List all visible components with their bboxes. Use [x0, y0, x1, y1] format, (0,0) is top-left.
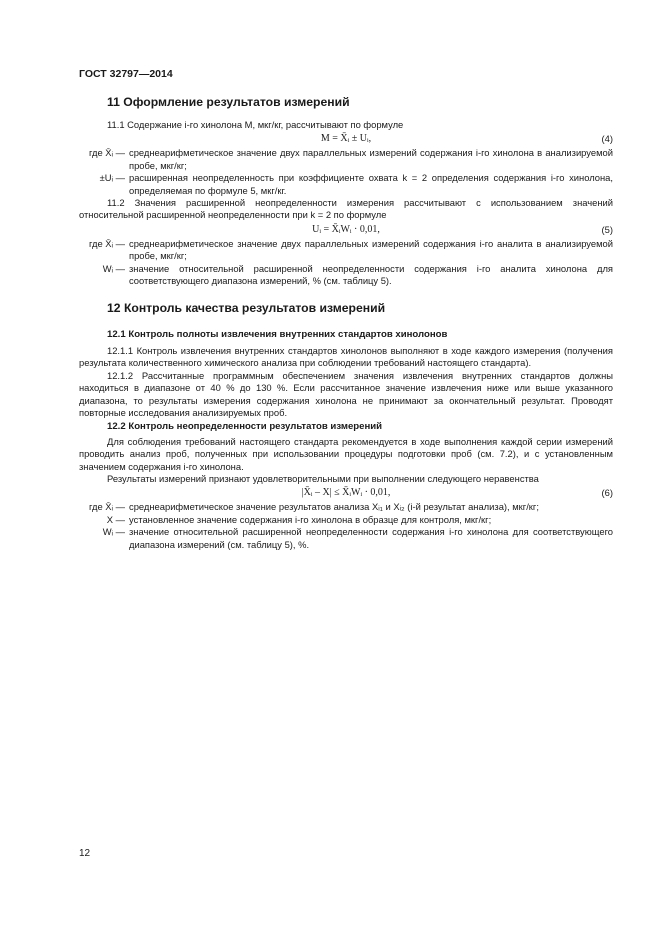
formula-4-number: (4): [601, 133, 613, 145]
standard-header: ГОСТ 32797—2014: [79, 68, 173, 80]
formula-6-number: (6): [601, 487, 613, 499]
def-text: значение относительной расширенной неопределенности содержания i-го аналита хинолона для соответствующего диапазона измерений, % (см. таблицу 5).: [129, 262, 613, 287]
formula-6-expression: |X̄ᵢ – X| ≤ X̄ᵢWᵢ · 0,01,: [301, 487, 391, 499]
paragraph-11-2: 11.2 Значения расширенной неопределенности измерения рассчитывают с использованием значений относительной расширенной неопределенности при k = 2 по формуле: [79, 197, 613, 221]
paragraph-12-1-1: 12.1.1 Контроль извлечения внутренних стандартов хинолонов выполняют в ходе каждого измерения (получения результата количественного химического анализа при соблюдении требований настоящего стандарта).: [79, 344, 613, 369]
page-number: 12: [79, 848, 91, 859]
def-symbol: Wᵢ —: [102, 262, 125, 274]
formula-4-expression: M = X̄ᵢ ± Uᵢ,: [320, 133, 372, 145]
paragraph-12-2-a: Для соблюдения требований настоящего стандарта рекомендуется в ходе выполнения каждой серии измерений проводить анализ проб, полученных при использовании процедуры подготовки проб (см. 7.2), и с установленным значением содержания i-го хинолона.: [79, 435, 613, 472]
formula-5-definitions: [79, 238, 613, 288]
def-text: установленное значение содержания i-го хинолона в образце для контроля, мкг/кг;: [129, 513, 492, 525]
formula-6-definitions: [79, 501, 613, 551]
def-text: среднеарифметическое значение результатов анализа Xᵢ₁ и Xᵢ₂ (i-й результат анализа), мкг/кг;: [129, 501, 539, 513]
subsection-12-2-title: 12.2 Контроль неопределенности результатов измерений: [107, 421, 383, 433]
page-content: [79, 95, 613, 551]
formula-5-number: (5): [601, 223, 613, 235]
paragraph-11-1: 11.1 Содержание i-го хинолона M, мкг/кг, рассчитывают по формуле: [107, 119, 404, 130]
section-12-title: 12 Контроль качества результатов измерений: [107, 301, 386, 316]
def-symbol: где X̄ᵢ —: [89, 237, 125, 249]
paragraph-12-2-b: Результаты измерений признают удовлетворительными при выполнении следующего неравенства: [107, 472, 539, 484]
formula-6: [79, 485, 613, 501]
formula-5: [79, 222, 613, 238]
def-text: расширенная неопределенность при коэффициенте охвата k = 2 определения содержания i-го хинолона, определяемая по формуле 5, мкг/кг.: [129, 172, 613, 196]
def-text: среднеарифметическое значение двух параллельных измерений содержания i-го хинолона в анализируемой пробе, мкг/кг;: [129, 147, 613, 171]
def-symbol: где X̄ᵢ —: [89, 147, 125, 159]
paragraph-12-1-2: 12.1.2 Рассчитанные программным обеспечением значения извлечения внутренних стандартов должны находиться в диапазоне от 40 % до 130 %. Если рассчитанное значение извлечения ниже или выше указанного диапазона, то результаты измерения содержания хинолона не принимают за окончательный результат. Проводят повторные исследования анализируемых проб.: [79, 369, 613, 418]
def-symbol: X —: [106, 513, 125, 525]
section-11-title: 11 Оформление результатов измерений: [107, 95, 350, 109]
def-text: среднеарифметическое значение двух параллельных измерений содержания i-го аналита в анализируемой пробе, мкг/кг;: [129, 237, 613, 262]
formula-4-definitions: [79, 147, 613, 197]
formula-4: [79, 131, 613, 147]
def-symbol: Wᵢ —: [102, 526, 125, 538]
def-symbol: ±Uᵢ —: [99, 172, 125, 184]
def-symbol: где X̄ᵢ —: [89, 501, 125, 513]
subsection-12-1-title: 12.1 Контроль полноты извлечения внутренних стандартов хинолонов: [107, 329, 448, 341]
def-text: значение относительной расширенной неопределенности содержания i-го хинолона для соответствующего диапазона измерений (см. таблицу 5), %.: [129, 526, 613, 550]
formula-5-expression: Uᵢ = X̄ᵢWᵢ · 0,01,: [312, 223, 380, 235]
